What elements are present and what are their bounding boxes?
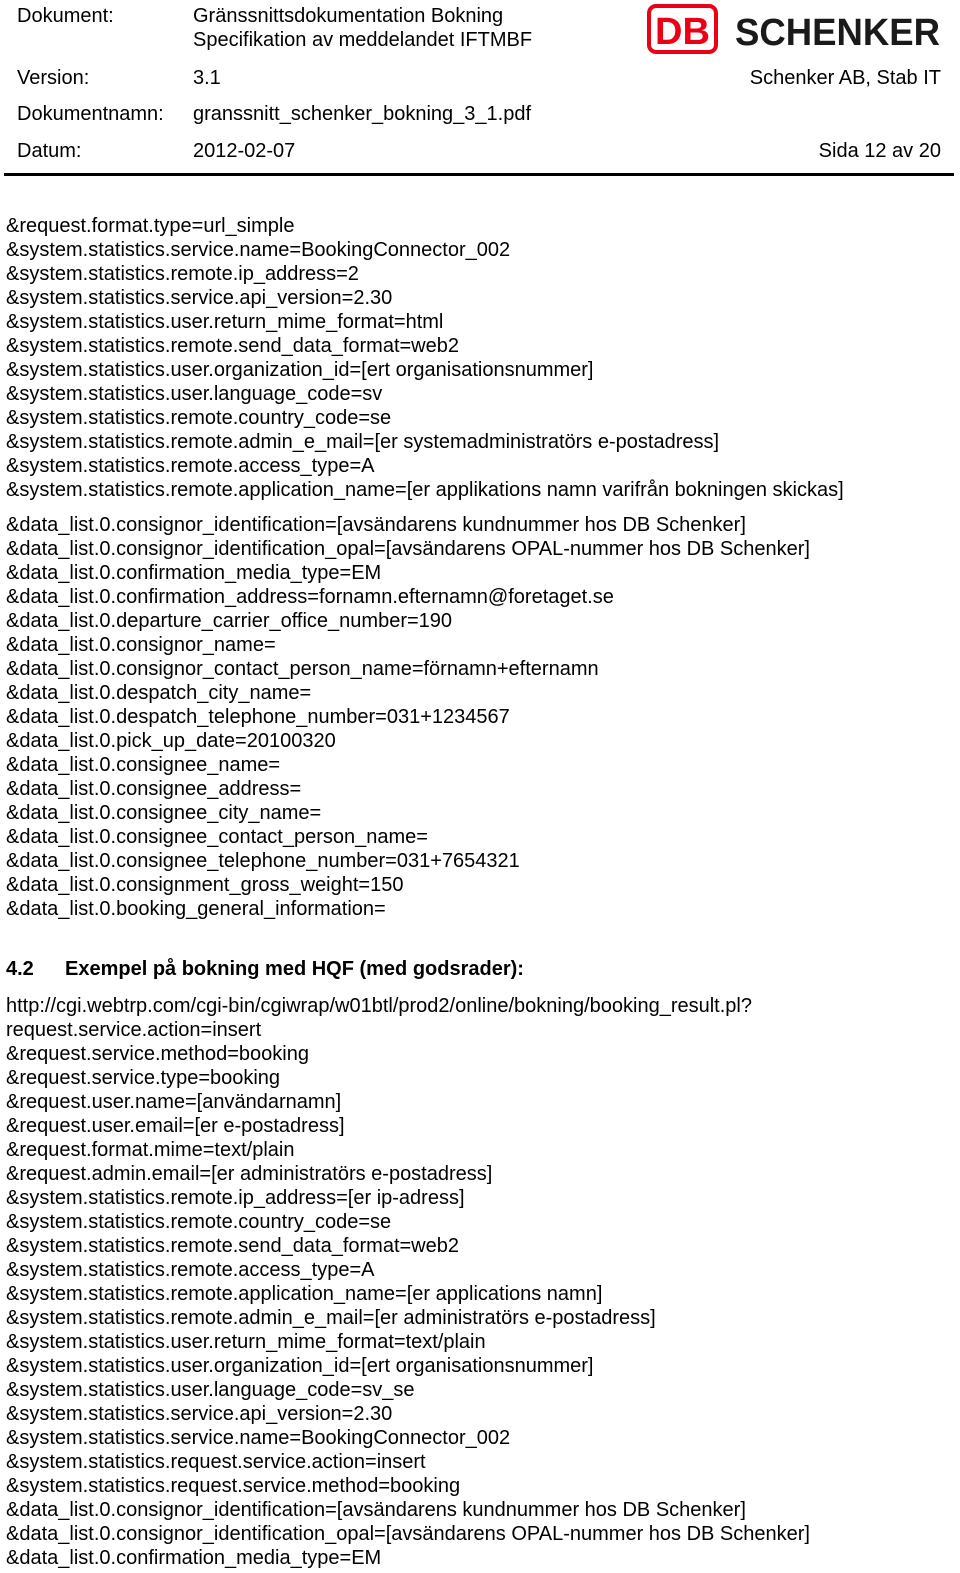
parameter-line: &system.statistics.remote.country_code=se [6,1211,392,1233]
parameter-line: &data_list.0.departure_carrier_office_number=190 [6,610,453,632]
parameter-line: &data_list.0.confirmation_media_type=EM [6,562,382,584]
parameter-line: &system.statistics.service.name=BookingConnector_002 [6,239,511,261]
parameter-line: &data_list.0.confirmation_media_type=EM [6,1547,382,1569]
document-title-line-1: Gränssnittsdokumentation Bokning [193,5,504,27]
parameter-line: &data_list.0.despatch_telephone_number=031+1234567 [6,706,510,728]
date-value: 2012-02-07 [193,140,296,162]
parameter-line: &request.service.method=booking [6,1043,309,1065]
parameter-line: &system.statistics.remote.send_data_format=web2 [6,335,459,357]
page-info: Sida 12 av 20 [818,140,941,162]
parameter-line: &system.statistics.service.api_version=2.30 [6,1403,393,1425]
parameter-line: &system.statistics.remote.country_code=se [6,407,392,429]
parameter-line: &system.statistics.remote.ip_address=[er ip-adress] [6,1187,465,1209]
parameter-line: &system.statistics.remote.access_type=A [6,455,375,477]
parameter-line: &data_list.0.consignment_gross_weight=150 [6,874,404,896]
parameter-line: &data_list.0.consignee_address= [6,778,302,800]
parameter-line: &data_list.0.confirmation_address=fornamn.efternamn@foretaget.se [6,586,614,608]
parameter-line: &system.statistics.service.name=BookingConnector_002 [6,1427,511,1449]
parameter-line: &data_list.0.consignee_name= [6,754,281,776]
parameter-line: request.service.action=insert [6,1019,262,1041]
parameter-line: &data_list.0.pick_up_date=20100320 [6,730,336,752]
parameter-line: &data_list.0.consignor_name= [6,634,276,656]
parameter-list-statistics [6,214,844,502]
parameter-line: &system.statistics.user.organization_id=[ert organisationsnummer] [6,1355,594,1377]
parameter-line: &request.user.name=[användarnamn] [6,1091,342,1113]
parameter-line: &request.format.type=url_simple [6,215,295,237]
version-label: Version: [17,67,90,89]
parameter-line: &system.statistics.remote.application_name=[er applikations namn varifrån bokningen skickas] [6,479,844,501]
parameter-line: &system.statistics.remote.send_data_format=web2 [6,1235,459,1257]
parameter-line: &system.statistics.remote.admin_e_mail=[er systemadministratörs e-postadress] [6,431,720,453]
parameter-line: &data_list.0.consignor_identification=[avsändarens kundnummer hos DB Schenker] [6,514,746,536]
header-divider [4,173,954,176]
parameter-line: &system.statistics.user.organization_id=[ert organisationsnummer] [6,359,594,381]
parameter-line: &system.statistics.remote.application_name=[er applications namn] [6,1283,603,1305]
parameter-line: &system.statistics.request.service.action=insert [6,1451,426,1473]
section-number: 4.2 [6,958,34,980]
parameter-line: &system.statistics.user.language_code=sv [6,383,383,405]
parameter-line: &system.statistics.service.api_version=2.30 [6,287,393,309]
parameter-line: &system.statistics.user.language_code=sv_se [6,1379,415,1401]
document-title-line-2: Specifikation av meddelandet IFTMBF [193,29,533,51]
db-schenker-logo [647,4,943,54]
parameter-line: &request.format.mime=text/plain [6,1139,295,1161]
filename-label: Dokumentnamn: [17,103,164,125]
parameter-line: http://cgi.webtrp.com/cgi-bin/cgiwrap/w01btl/prod2/online/bokning/booking_result.pl? [6,995,752,1017]
parameter-list-hqf-example [6,994,810,1570]
parameter-line: &system.statistics.remote.admin_e_mail=[er administratörs e-postadress] [6,1307,656,1329]
parameter-line: &data_list.0.consignor_contact_person_name=förnamn+efternamn [6,658,599,680]
parameter-line: &data_list.0.consignor_identification_opal=[avsändarens OPAL-nummer hos DB Schenker] [6,538,810,560]
parameter-line: &data_list.0.consignor_identification_opal=[avsändarens OPAL-nummer hos DB Schenker] [6,1523,810,1545]
parameter-line: &request.user.email=[er e-postadress] [6,1115,345,1137]
parameter-line: &data_list.0.consignor_identification=[avsändarens kundnummer hos DB Schenker] [6,1499,746,1521]
filename-value: granssnitt_schenker_bokning_3_1.pdf [193,103,532,125]
version-value: 3.1 [193,67,221,89]
parameter-line: &data_list.0.consignee_telephone_number=031+7654321 [6,850,520,872]
schenker-wordmark: SCHENKER [735,12,940,54]
parameter-line: &system.statistics.remote.ip_address=2 [6,263,359,285]
section-heading [6,957,524,981]
parameter-line: &system.statistics.user.return_mime_format=html [6,311,444,333]
document-label: Dokument: [17,5,114,27]
parameter-line: &system.statistics.user.return_mime_format=text/plain [6,1331,486,1353]
parameter-line: &data_list.0.booking_general_information= [6,898,386,920]
parameter-list-data [6,513,810,921]
section-title: Exempel på bokning med HQF (med godsrader): [65,958,524,980]
parameter-line: &data_list.0.consignee_city_name= [6,802,322,824]
db-logo-text: DB [655,11,710,53]
parameter-line: &data_list.0.despatch_city_name= [6,682,312,704]
parameter-line: &data_list.0.consignee_contact_person_name= [6,826,428,848]
date-label: Datum: [17,140,82,162]
parameter-line: &system.statistics.request.service.method=booking [6,1475,461,1497]
parameter-line: &request.admin.email=[er administratörs e-postadress] [6,1163,493,1185]
company-name: Schenker AB, Stab IT [749,67,941,89]
parameter-line: &system.statistics.remote.access_type=A [6,1259,375,1281]
parameter-line: &request.service.type=booking [6,1067,281,1089]
